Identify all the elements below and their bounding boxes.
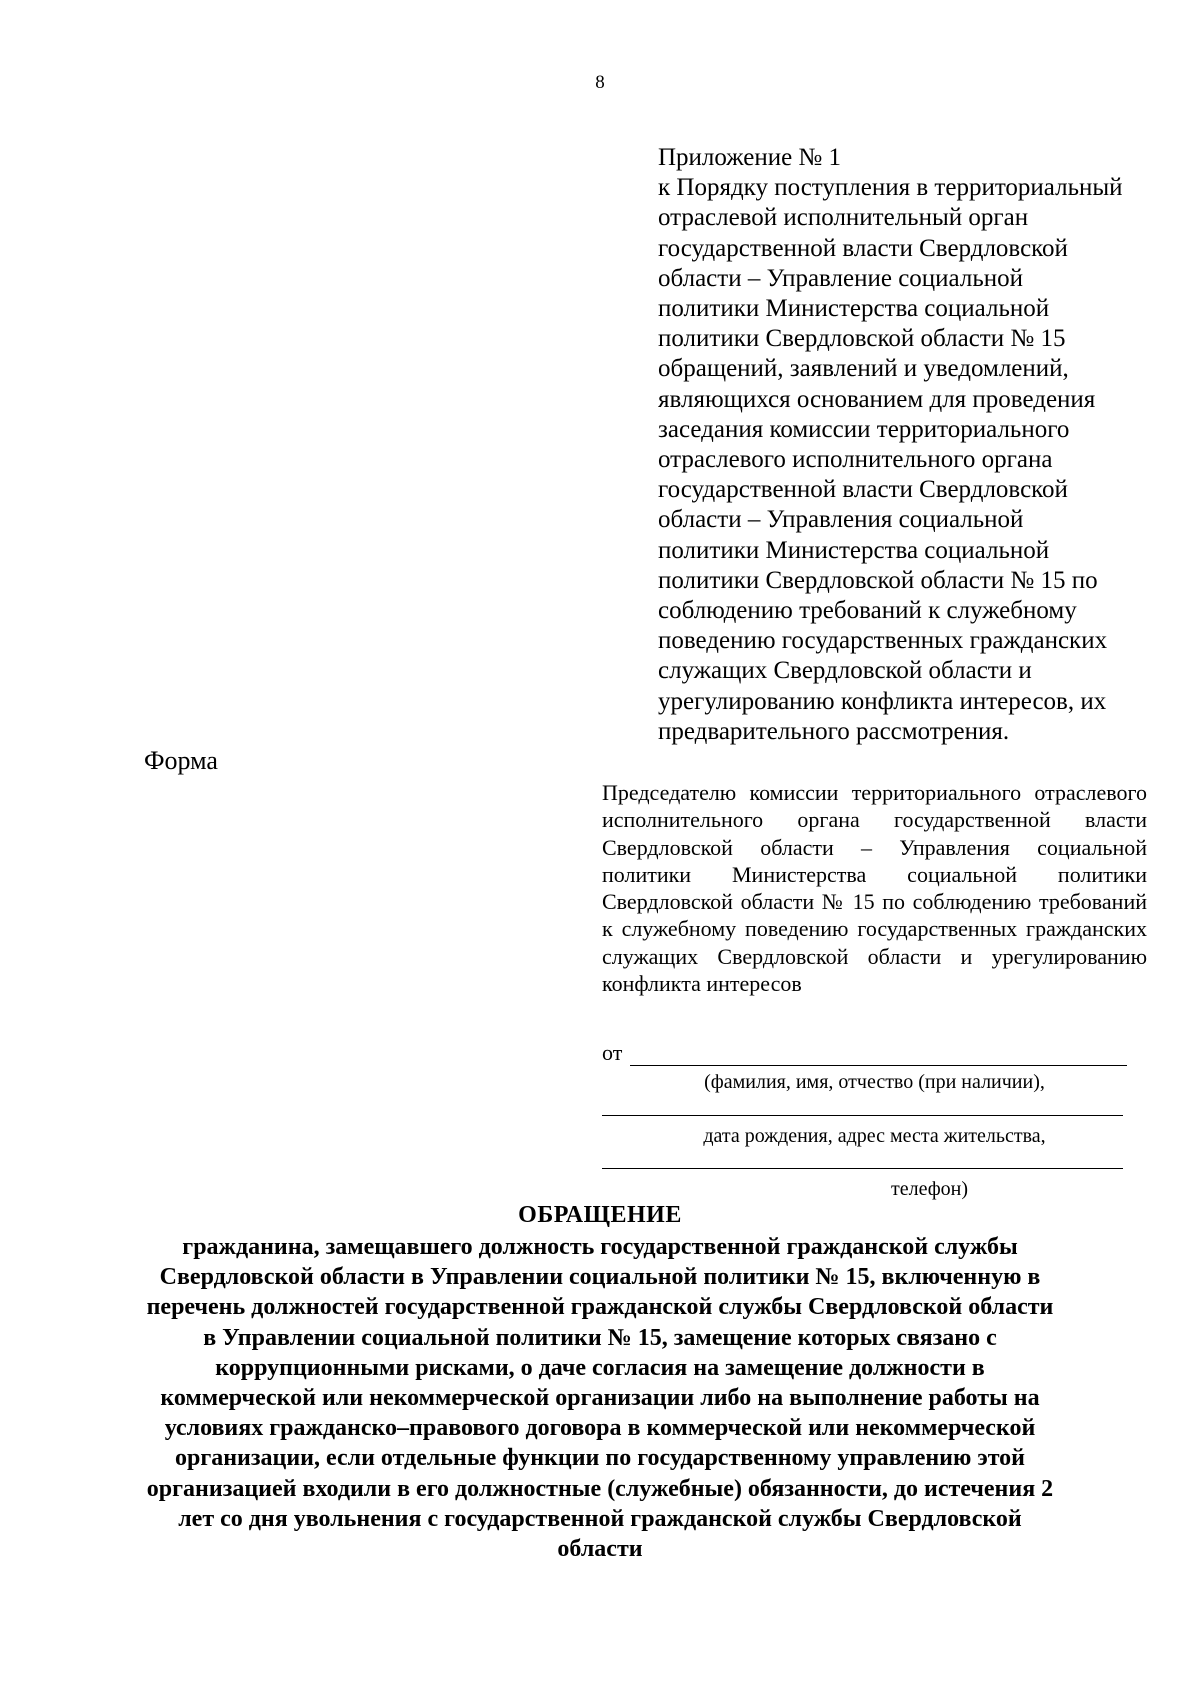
caption-name: (фамилия, имя, отчество (при наличии), (704, 1071, 1045, 1093)
addressee-text: Председателю комиссии территориального отраслевого исполнительного органа государственной власти Свердловской области – Управления социальной политики Министерства социальной политики Свердловской области № 15 по соблюдению требований к служебному поведению государственных гражданских служащих Свердловской области и урегулированию конфликта интересов (602, 780, 1147, 997)
appeal-line: условиях гражданско–правового договора в коммерческой или некоммерческой (164, 1415, 1036, 1442)
sender-name-field[interactable] (630, 1041, 1127, 1066)
appeal-title: ОБРАЩЕНИЕ (518, 1202, 682, 1228)
appendix-line: политики Свердловской области № 15 по (658, 566, 1098, 594)
appendix-line: государственной власти Свердловской (658, 476, 1068, 504)
appendix-line: отраслевого исполнительного органа (658, 446, 1053, 474)
appendix-line: политики Министерства социальной (658, 295, 1050, 323)
page-number: 8 (595, 72, 605, 93)
from-label: от (602, 1040, 623, 1065)
appendix-line: отраслевой исполнительный орган (658, 204, 1029, 232)
appendix-header (658, 143, 1148, 747)
appeal-line: области (557, 1536, 643, 1563)
appendix-line: области – Управления социальной (658, 506, 1024, 534)
appendix-line: урегулированию конфликта интересов, их (658, 687, 1107, 715)
appendix-line: Приложение № 1 (658, 144, 842, 171)
appendix-line: служащих Свердловской области и (658, 657, 1032, 685)
appeal-line: лет со дня увольнения с государственной гражданской службы Свердловской (178, 1505, 1022, 1532)
appeal-line: гражданина, замещавшего должность государственной гражданской службы (182, 1234, 1018, 1260)
appendix-line: политики Свердловской области № 15 (658, 325, 1066, 353)
caption-phone: телефон) (890, 1178, 969, 1200)
appeal-line: организации, если отдельные функции по государственному управлению этой (174, 1445, 1026, 1472)
sender-from-row (602, 1040, 1147, 1066)
appendix-line: к Порядку поступления в территориальный (658, 174, 1123, 202)
appendix-line: обращений, заявлений и уведомлений, (658, 355, 1069, 383)
caption-birth-address: дата рождения, адрес места жительства, (703, 1125, 1046, 1147)
appeal-subject (130, 1232, 1070, 1564)
appendix-line: являющихся основанием для проведения (658, 385, 1096, 413)
phone-field[interactable] (602, 1168, 1123, 1169)
appendix-line: политики Министерства социальной (658, 536, 1050, 564)
appendix-line: заседания комиссии территориального (658, 415, 1070, 443)
appendix-line: области – Управление социальной (658, 264, 1024, 292)
appeal-line: Свердловской области в Управлении социальной политики № 15, включенную в (159, 1264, 1041, 1291)
appendix-line: соблюдению требований к служебному (658, 597, 1077, 625)
form-label: Форма (144, 746, 218, 775)
appeal-line: организацией входили в его должностные (служебные) обязанности, до истечения 2 (146, 1475, 1054, 1502)
appeal-line: коррупционными рисками, о даче согласия на замещение должности в (215, 1354, 985, 1381)
appeal-line: коммерческой или некоммерческой организации либо на выполнение работы на (160, 1385, 1040, 1412)
appendix-line: предварительного рассмотрения. (658, 717, 1010, 745)
appeal-line: в Управлении социальной политики № 15, замещение которых связано с (203, 1324, 997, 1351)
appendix-line: поведению государственных гражданских (658, 627, 1108, 655)
appeal-line: перечень должностей государственной гражданской службы Свердловской области (146, 1294, 1054, 1321)
appendix-line: государственной власти Свердловской (658, 234, 1068, 262)
birth-address-field[interactable] (602, 1115, 1123, 1116)
